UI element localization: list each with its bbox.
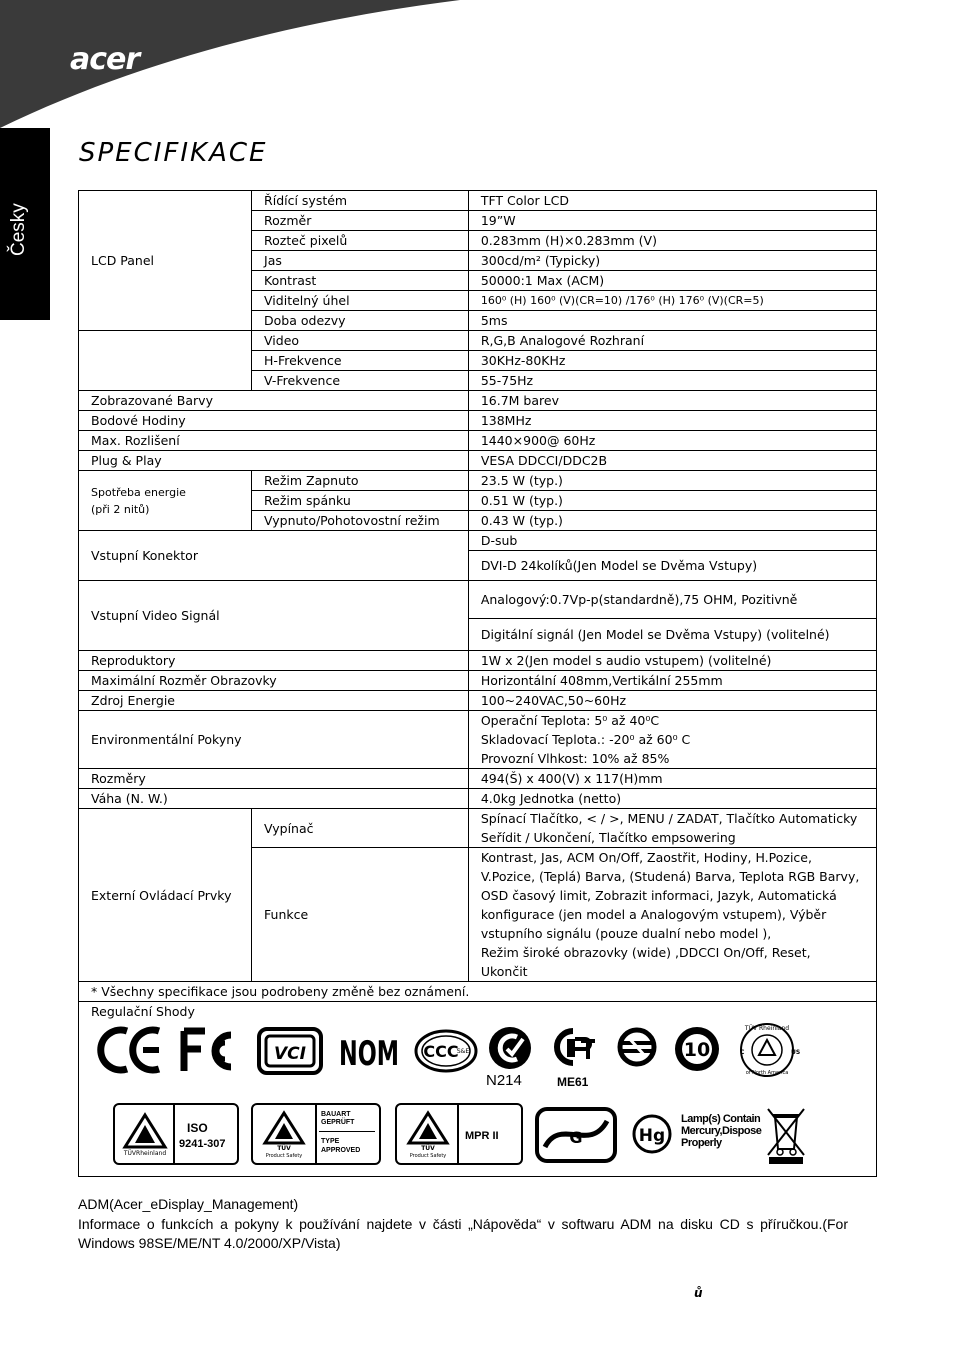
tuv-product-safety-icon bbox=[403, 1109, 453, 1159]
row-value: 100~240VAC,50~60Hz bbox=[468, 691, 876, 711]
row-value bbox=[468, 711, 876, 769]
acer-logo: acer bbox=[70, 42, 140, 77]
row-value: Spínací Tlačítko, < / >, MENU / ZADAT, Tlačítko Automaticky Seřídit / Ukončení, Tlačítko empsowering bbox=[468, 809, 876, 848]
vcci-logo bbox=[257, 1027, 323, 1075]
china-10-logo bbox=[673, 1025, 721, 1073]
row-value: VESA DDCCI/DDC2B bbox=[468, 451, 876, 471]
adm-title: ADM(Acer_eDisplay_Management) bbox=[78, 1196, 299, 1212]
row-label: Rozměry bbox=[79, 769, 469, 789]
table-row bbox=[79, 331, 877, 351]
regulatory-label: Regulační Shody bbox=[91, 1004, 195, 1019]
row-sublabel: Vypínač bbox=[252, 809, 469, 848]
row-sublabel: Kontrast bbox=[252, 271, 469, 291]
svg-text:TÜVRheinland: TÜVRheinland bbox=[123, 1150, 167, 1157]
row-value: Digitální signál (Jen Model se Dvěma Vstupy) (volitelné) bbox=[468, 619, 876, 651]
tuv-product-safety-icon bbox=[259, 1109, 309, 1159]
nom-logo bbox=[337, 1029, 401, 1073]
row-value: 19”W bbox=[468, 211, 876, 231]
row-sublabel: Viditelný úhel bbox=[252, 291, 469, 311]
row-value: 23.5 W (typ.) bbox=[468, 471, 876, 491]
specification-table bbox=[78, 190, 877, 1177]
row-value bbox=[468, 848, 876, 982]
function-line: Režim široké obrazovky (wide) ,DDCCI On/Off, Reset, bbox=[480, 945, 811, 960]
row-label bbox=[79, 471, 252, 531]
row-value: 160⁰ (H) 160⁰ (V)(CR=10) /176⁰ (H) 176⁰ (V)(CR=5) bbox=[468, 291, 876, 311]
row-value: 1440×900@ 60Hz bbox=[468, 431, 876, 451]
table-row bbox=[79, 711, 877, 769]
page-number: ů bbox=[694, 1286, 703, 1300]
g-mark-logo bbox=[535, 1107, 617, 1163]
svg-text:of North America: of North America bbox=[745, 1070, 789, 1076]
row-value: TFT Color LCD bbox=[468, 191, 876, 211]
function-line: OSD časový limit, Zobrazit informaci, Jazyk, Automatická bbox=[480, 888, 837, 903]
language-tab-label: Česky bbox=[8, 203, 29, 256]
bauart-line2: GEPRÜFT bbox=[321, 1119, 355, 1126]
function-line: V.Pozice, (Teplá) Barva, (Studená) Barva, Teplota RGB Barvy, bbox=[480, 869, 860, 884]
row-value: 1W x 2(Jen model s audio vstupem) (volitelné) bbox=[468, 651, 876, 671]
table-row bbox=[79, 391, 877, 411]
row-label: Bodové Hodiny bbox=[79, 411, 469, 431]
row-value: 4.0kg Jednotka (netto) bbox=[468, 789, 876, 809]
row-label: Váha (N. W.) bbox=[79, 789, 469, 809]
row-label: LCD Panel bbox=[79, 191, 252, 331]
row-label: Plug & Play bbox=[79, 451, 469, 471]
row-label: Zdroj Energie bbox=[79, 691, 469, 711]
hg-icon bbox=[631, 1113, 673, 1155]
svg-text:TÜV: TÜV bbox=[421, 1145, 435, 1152]
row-sublabel: Režim spánku bbox=[252, 491, 469, 511]
row-value: 50000:1 Max (ACM) bbox=[468, 271, 876, 291]
mercury-notice bbox=[681, 1113, 761, 1149]
table-row bbox=[79, 671, 877, 691]
row-value: 0.43 W (typ.) bbox=[468, 511, 876, 531]
power-label-line1: Spotřeba energie bbox=[91, 485, 186, 499]
row-sublabel: Rozteč pixelů bbox=[252, 231, 469, 251]
row-sublabel: Vypnuto/Pohotovostní režim bbox=[252, 511, 469, 531]
row-value: 5ms bbox=[468, 311, 876, 331]
row-sublabel: H-Frekvence bbox=[252, 351, 469, 371]
env-line: Skladovací Teplota.: -20⁰ až 60⁰ C bbox=[480, 732, 691, 747]
weee-icon bbox=[765, 1103, 807, 1165]
row-value: 16.7M barev bbox=[468, 391, 876, 411]
row-label: Maximální Rozměr Obrazovky bbox=[79, 671, 469, 691]
row-value: D-sub bbox=[468, 531, 876, 551]
table-row bbox=[79, 431, 877, 451]
env-line: Operační Teplota: 5⁰ až 40⁰C bbox=[480, 713, 660, 728]
table-row bbox=[79, 982, 877, 1002]
row-label: Environmentální Pokyny bbox=[79, 711, 469, 769]
row-value: 494(Š) x 400(V) x 117(H)mm bbox=[468, 769, 876, 789]
power-label-line2: (při 2 nitů) bbox=[91, 502, 150, 516]
table-row bbox=[79, 531, 877, 551]
adm-description: Informace o funkcích a pokyny k používání najdete v části „Nápověda“ v softwaru ADM na disku CD s příručkou.(For Windows 98SE/ME/NT 4.0/2000/XP/Vista) bbox=[78, 1216, 848, 1251]
row-sublabel: Režim Zapnuto bbox=[252, 471, 469, 491]
page-title: SPECIFIKACE bbox=[79, 138, 268, 168]
row-label: Vstupní Video Signál bbox=[79, 581, 469, 651]
regulatory-logos bbox=[91, 1021, 876, 1176]
row-value: 0.51 W (typ.) bbox=[468, 491, 876, 511]
ce-logo bbox=[101, 1027, 163, 1073]
tuv-rheinland-na-logo bbox=[737, 1021, 803, 1079]
c-tick-logo bbox=[487, 1025, 533, 1071]
table-row bbox=[79, 451, 877, 471]
row-sublabel: Funkce bbox=[252, 848, 469, 982]
svg-text:TÜV: TÜV bbox=[277, 1145, 291, 1152]
gost-logo bbox=[616, 1027, 658, 1067]
svg-text:Product Safety: Product Safety bbox=[409, 1153, 447, 1159]
svg-text:US: US bbox=[791, 1049, 801, 1056]
tuv-triangle-icon bbox=[121, 1111, 169, 1157]
svg-text:G: G bbox=[569, 1128, 583, 1147]
language-tab bbox=[0, 128, 50, 320]
table-row bbox=[79, 691, 877, 711]
table-row bbox=[79, 471, 877, 491]
row-value: 300cd/m² (Typicky) bbox=[468, 251, 876, 271]
svg-text:NOM: NOM bbox=[339, 1034, 399, 1074]
row-value: 0.283mm (H)×0.283mm (V) bbox=[468, 231, 876, 251]
row-sublabel: Rozměr bbox=[252, 211, 469, 231]
svg-text:VCI: VCI bbox=[274, 1044, 306, 1064]
type-line1: TYPE bbox=[321, 1138, 340, 1145]
svg-text:10: 10 bbox=[683, 1039, 711, 1061]
svg-text:CCC: CCC bbox=[423, 1042, 459, 1061]
iso-number: 9241-307 bbox=[179, 1138, 226, 1150]
svg-text:C: C bbox=[740, 1049, 745, 1056]
row-sublabel: V-Frekvence bbox=[252, 371, 469, 391]
row-sublabel: Řídící systém bbox=[252, 191, 469, 211]
mercury-line: Properly bbox=[681, 1137, 722, 1149]
function-line: vstupního signálu (pouze dualní nebo model ), bbox=[480, 926, 772, 941]
pct-code: ME61 bbox=[557, 1075, 589, 1089]
tuv-bauart-logo bbox=[251, 1103, 381, 1165]
type-line2: APPROVED bbox=[321, 1147, 361, 1154]
table-row bbox=[79, 1002, 877, 1177]
tuv-mpr-logo bbox=[395, 1103, 523, 1165]
svg-text:Hg: Hg bbox=[638, 1126, 666, 1146]
svg-text:Product Safety: Product Safety bbox=[265, 1153, 303, 1159]
row-label: Vstupní Konektor bbox=[79, 531, 469, 581]
bauart-line1: BAUART bbox=[321, 1111, 351, 1118]
mpr-label: MPR II bbox=[465, 1130, 499, 1142]
fcc-logo bbox=[181, 1027, 245, 1073]
ccc-logo bbox=[413, 1029, 479, 1073]
svg-text:S&E: S&E bbox=[456, 1048, 470, 1055]
function-line: Ukončit bbox=[480, 964, 528, 979]
row-value: Analogový:0.7Vp-p(standardně),75 OHM, Pozitivně bbox=[468, 581, 876, 619]
row-sublabel: Doba odezvy bbox=[252, 311, 469, 331]
row-label: Max. Rozlišení bbox=[79, 431, 469, 451]
iso-label: ISO bbox=[187, 1121, 208, 1135]
regulatory-cell bbox=[79, 1002, 877, 1177]
mercury-line: Mercury,Dispose bbox=[681, 1125, 762, 1137]
table-row bbox=[79, 651, 877, 671]
row-value: Horizontální 408mm,Vertikální 255mm bbox=[468, 671, 876, 691]
row-value: DVI-D 24kolíků(Jen Model se Dvěma Vstupy) bbox=[468, 551, 876, 581]
env-line: Provozní Vlhkost: 10% až 85% bbox=[480, 751, 670, 766]
header-banner bbox=[0, 0, 954, 140]
table-row bbox=[79, 789, 877, 809]
table-row bbox=[79, 769, 877, 789]
function-line: konfigurace (jen model a Analogovým vstupem), Výběr bbox=[480, 907, 827, 922]
row-value: 55-75Hz bbox=[468, 371, 876, 391]
c-tick-code: N214 bbox=[486, 1072, 522, 1089]
row-label: Zobrazované Barvy bbox=[79, 391, 469, 411]
row-value: 30KHz-80KHz bbox=[468, 351, 876, 371]
tuv-iso-logo bbox=[113, 1103, 239, 1165]
pct-logo bbox=[551, 1027, 597, 1067]
mercury-line: Lamp(s) Contain bbox=[681, 1113, 761, 1125]
function-line: Kontrast, Jas, ACM On/Off, Zaostřit, Hodiny, H.Pozice, bbox=[480, 850, 812, 865]
row-value: 138MHz bbox=[468, 411, 876, 431]
row-sublabel: Jas bbox=[252, 251, 469, 271]
table-row bbox=[79, 809, 877, 848]
row-value: R,G,B Analogové Rozhraní bbox=[468, 331, 876, 351]
table-row bbox=[79, 191, 877, 211]
row-label-empty bbox=[79, 331, 252, 391]
row-label: Externí Ovládací Prvky bbox=[79, 809, 252, 982]
table-row bbox=[79, 411, 877, 431]
row-label: Reproduktory bbox=[79, 651, 469, 671]
svg-text:TÜV Rheinland: TÜV Rheinland bbox=[744, 1025, 790, 1032]
spec-note: * Všechny specifikace jsou podrobeny změně bez oznámení. bbox=[79, 982, 877, 1002]
row-sublabel: Video bbox=[252, 331, 469, 351]
table-row bbox=[79, 581, 877, 619]
